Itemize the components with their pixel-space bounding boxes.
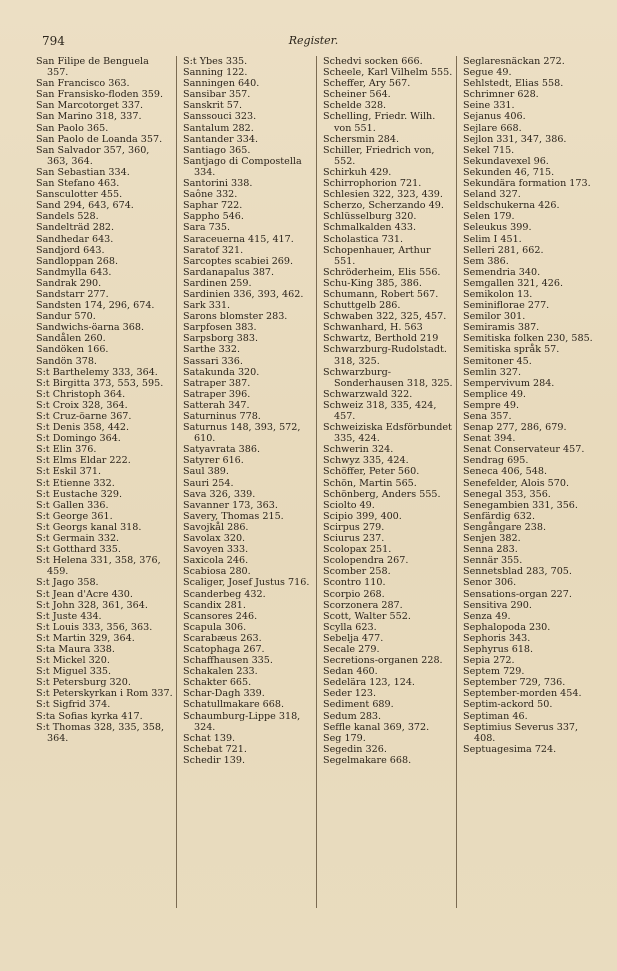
index-entry: Senegambien 331, 356. bbox=[463, 499, 578, 511]
index-entry: Sandwichs-öarna 368. bbox=[36, 322, 144, 334]
index-entry: Scansores 246. bbox=[183, 610, 258, 622]
index-entry: S:t Peterskyrkan i Rom 337. bbox=[36, 688, 173, 700]
index-entry: San Marino 318, 337. bbox=[36, 111, 142, 123]
index-entry: Schar-Dagh 339. bbox=[183, 688, 265, 700]
index-entry: San Paolo 365. bbox=[36, 122, 109, 134]
index-entry: Satterah 347. bbox=[183, 399, 250, 411]
index-entry: Schrimner 628. bbox=[463, 89, 539, 101]
index-entry: Sedan 460. bbox=[323, 666, 378, 678]
index-entry: Schakalen 233. bbox=[183, 666, 258, 678]
index-entry: Sephyrus 618. bbox=[463, 643, 534, 655]
index-entry: S:t Georgs kanal 318. bbox=[36, 521, 142, 533]
index-entry: S:t Petersburg 320. bbox=[36, 677, 131, 689]
index-entry: Semplice 49. bbox=[463, 388, 526, 400]
index-entry: Segedin 326. bbox=[323, 743, 387, 755]
index-entry: Schweiziska Edsförbundet 335, 424. bbox=[323, 422, 452, 445]
index-entry: Scatophaga 267. bbox=[183, 643, 265, 655]
index-entry: Sejlon 331, 347, 386. bbox=[463, 133, 567, 145]
index-entry: S:t Elin 376. bbox=[36, 444, 97, 456]
index-entry: Sanssouci 323. bbox=[183, 111, 257, 123]
index-entry: Scholastica 731. bbox=[323, 233, 404, 245]
index-entry: Schöffer, Peter 560. bbox=[323, 466, 420, 478]
page-header bbox=[30, 34, 597, 52]
index-entry: Senjen 382. bbox=[463, 533, 521, 545]
index-entry: Santalum 282. bbox=[183, 122, 254, 134]
index-entry: Schweiz 318, 335, 424, 457. bbox=[323, 399, 437, 422]
index-entry: Saturninus 778. bbox=[183, 411, 261, 422]
index-entry: Schedir 139. bbox=[183, 754, 246, 766]
index-entry: Scanderbeg 432. bbox=[183, 588, 266, 600]
index-entry: Sciurus 237. bbox=[323, 533, 385, 545]
index-entry: Schuttgelb 286. bbox=[323, 300, 401, 312]
index-entry: Senor 306. bbox=[463, 577, 517, 589]
index-entry: S:t John 328, 361, 364. bbox=[36, 599, 148, 611]
index-entry: Semendria 340. bbox=[463, 266, 541, 278]
index-entry: Seg 179. bbox=[323, 732, 366, 744]
index-entry: Segelmakare 668. bbox=[323, 754, 412, 766]
index-column-2 bbox=[176, 56, 316, 908]
index-entry: Secretions-organen 228. bbox=[323, 655, 443, 667]
index-entry: Scolopax 251. bbox=[323, 544, 392, 556]
index-entry: Sekundavexel 96. bbox=[463, 155, 549, 167]
index-entry: S:t Elms Eldar 222. bbox=[36, 455, 131, 467]
index-entry: Saône 332. bbox=[183, 189, 238, 201]
index-entry: Santorini 338. bbox=[183, 178, 253, 190]
index-entry: S:t Helena 331, 358, 376, 459. bbox=[36, 555, 161, 578]
index-entry: Santiago 365. bbox=[183, 144, 251, 156]
index-entry: S:t Germain 332. bbox=[36, 533, 120, 545]
index-entry: San Salvador 357, 360, 363, 364. bbox=[36, 144, 150, 167]
index-entry: Sedelära 123, 124. bbox=[323, 677, 415, 689]
index-entry: Sandstarr 277. bbox=[36, 288, 109, 300]
index-entry: Sedum 283. bbox=[323, 710, 382, 722]
index-entry: Schopenhauer, Arthur 551. bbox=[323, 244, 431, 267]
index-entry: Senap 277, 286, 679. bbox=[463, 422, 567, 434]
index-entry: Senegal 353, 356. bbox=[463, 488, 551, 500]
index-entry: Senat Conservateur 457. bbox=[463, 444, 585, 456]
index-entry: San Sebastian 334. bbox=[36, 166, 130, 178]
index-entry: Semilor 301. bbox=[463, 311, 526, 323]
index-entry: Schelde 328. bbox=[323, 100, 387, 112]
index-entry: Schön, Martin 565. bbox=[323, 477, 417, 489]
index-entry: Scheele, Karl Vilhelm 555. bbox=[323, 67, 453, 79]
index-entry: Schröderheim, Elis 556. bbox=[323, 266, 441, 278]
index-entry: Schatullmakare 668. bbox=[183, 699, 285, 711]
index-entry: Sediment 689. bbox=[323, 699, 394, 711]
index-entry: Schirrophorion 721. bbox=[323, 178, 422, 190]
index-entry: Sena 357. bbox=[463, 411, 512, 422]
index-entry: Secale 279. bbox=[323, 643, 380, 655]
index-entry: S:t George 361. bbox=[36, 510, 113, 522]
index-entry: Schönberg, Anders 555. bbox=[323, 488, 441, 500]
index-entry: Schu-King 385, 386. bbox=[323, 277, 422, 289]
index-entry: San Paolo de Loanda 357. bbox=[36, 133, 163, 145]
index-entry: S:t Mickel 320. bbox=[36, 655, 110, 667]
index-entry: San Fransisko-floden 359. bbox=[36, 89, 163, 101]
index-entry: Schelling, Friedr. Wilh. von 551. bbox=[323, 111, 436, 134]
index-entry: S:t Miguel 335. bbox=[36, 666, 112, 678]
index-entry: S:t Louis 333, 356, 363. bbox=[36, 621, 153, 633]
index-entry: Scontro 110. bbox=[323, 577, 386, 589]
index-entry: Schedvi socken 666. bbox=[323, 56, 423, 67]
index-entry: Scapula 306. bbox=[183, 621, 247, 633]
index-entry: Semiramis 387. bbox=[463, 322, 540, 334]
index-entry: Semlin 327. bbox=[463, 366, 522, 378]
index-entry: Sauri 254. bbox=[183, 477, 234, 489]
index-entry: S:t Thomas 328, 335, 358, 364. bbox=[36, 721, 165, 744]
index-entry: S:ta Maura 338. bbox=[36, 643, 115, 655]
index-entry: Selleri 281, 662. bbox=[463, 244, 544, 256]
index-entry: Schlesien 322, 323, 439. bbox=[323, 189, 443, 201]
index-entry: September-morden 454. bbox=[463, 688, 582, 700]
index-entry: Sandels 528. bbox=[36, 211, 99, 223]
index-entry: S:t Barthelemy 333, 364. bbox=[36, 366, 158, 378]
index-entry: Sephalopoda 230. bbox=[463, 621, 551, 633]
index-entry: S:t Gallen 336. bbox=[36, 499, 109, 511]
index-entry: S:t Etienne 332. bbox=[36, 477, 115, 489]
index-entry: Septuagesima 724. bbox=[463, 743, 557, 755]
index-entry: Schlüsselburg 320. bbox=[323, 211, 417, 223]
index-entry: Satyrer 616. bbox=[183, 455, 244, 467]
index-entry: Schmalkalden 433. bbox=[323, 222, 417, 234]
index-entry: Sava 326, 339. bbox=[183, 488, 256, 500]
index-entry: San Filipe de Benguela 357. bbox=[36, 56, 149, 79]
index-entry: Schwanhard, H. 563 bbox=[323, 322, 423, 334]
index-entry: S:t Sigfrid 374. bbox=[36, 699, 111, 711]
index-entry: San Francisco 363. bbox=[36, 78, 130, 90]
index-entry: Semitiska språk 57. bbox=[463, 344, 560, 356]
index-entry: Scaliger, Josef Justus 716. bbox=[183, 577, 310, 589]
index-entry: Schumann, Robert 567. bbox=[323, 288, 439, 300]
index-entry: Sciolto 49. bbox=[323, 499, 375, 511]
index-entry: Scorzonera 287. bbox=[323, 599, 403, 611]
index-entry: Saraceuerna 415, 417. bbox=[183, 233, 294, 245]
index-entry: Semgallen 321, 426. bbox=[463, 277, 564, 289]
index-entry: Schaffhausen 335. bbox=[183, 655, 273, 667]
index-entry: Scandix 281. bbox=[183, 599, 246, 611]
index-entry: Seder 123. bbox=[323, 688, 377, 700]
index-entry: Scabiosa 280. bbox=[183, 566, 251, 578]
index-entry: Sekel 715. bbox=[463, 144, 515, 156]
index-entry: Sandrak 290. bbox=[36, 277, 102, 289]
index-entry: Seland 327. bbox=[463, 189, 521, 201]
index-entry: Sandur 570. bbox=[36, 311, 96, 323]
index-entry: Schwarzwald 322. bbox=[323, 388, 413, 400]
index-column-4 bbox=[456, 56, 596, 908]
index-entry: S:ta Sofias kyrka 417. bbox=[36, 710, 143, 722]
index-entry: Sepia 272. bbox=[463, 655, 515, 667]
index-entry: Saphar 722. bbox=[183, 200, 243, 212]
index-entry: Schiller, Friedrich von, 552. bbox=[323, 144, 435, 167]
index-entry: Schat 139. bbox=[183, 732, 236, 744]
index-entry: Sandöken 166. bbox=[36, 344, 109, 356]
index-entry: Saturnus 148, 393, 572, 610. bbox=[183, 422, 301, 445]
index-entry: Sanskrit 57. bbox=[183, 100, 243, 112]
index-entry: Seminiflorae 277. bbox=[463, 300, 550, 312]
index-entry: Sassari 336. bbox=[183, 355, 243, 367]
index-entry: Sebelja 477. bbox=[323, 632, 384, 644]
index-entry: Sem 386. bbox=[463, 255, 509, 267]
index-entry: Senza 49. bbox=[463, 610, 511, 622]
index-entry: Seldschukerna 426. bbox=[463, 200, 560, 212]
index-entry: Sandsten 174, 296, 674. bbox=[36, 300, 155, 312]
index-entry: Senna 283. bbox=[463, 544, 518, 556]
index-entry: Sandhedar 643. bbox=[36, 233, 114, 245]
index-entry: S:t Ybes 335. bbox=[183, 56, 248, 67]
index-entry: Schwerin 324. bbox=[323, 444, 394, 456]
index-entry: Santander 334. bbox=[183, 133, 259, 145]
index-entry: Semitoner 45. bbox=[463, 355, 532, 367]
index-entry: Satraper 387. bbox=[183, 377, 251, 389]
index-column-3 bbox=[316, 56, 456, 908]
index-entry: Sarpsborg 383. bbox=[183, 333, 258, 345]
index-entry: Sempervivum 284. bbox=[463, 377, 555, 389]
index-entry: S:t Martin 329, 364. bbox=[36, 632, 135, 644]
index-entry: S:t Jago 358. bbox=[36, 577, 99, 589]
index-entry: S:t Christoph 364. bbox=[36, 388, 126, 400]
index-entry: Seffle kanal 369, 372. bbox=[323, 721, 430, 733]
index-entry: Sempre 49. bbox=[463, 399, 520, 411]
index-entry: Sejlare 668. bbox=[463, 122, 522, 134]
index-entry: Sejanus 406. bbox=[463, 111, 526, 123]
index-entry: Schebat 721. bbox=[183, 743, 247, 755]
index-entry: Satakunda 320. bbox=[183, 366, 260, 378]
index-entry: Santjago di Compostella 334. bbox=[183, 155, 302, 178]
index-entry: Schaumburg-Lippe 318, 324. bbox=[183, 710, 301, 733]
index-entry: Scheffer, Ary 567. bbox=[323, 78, 411, 90]
index-entry: Scylla 623. bbox=[323, 621, 377, 633]
index-entry: Schwartz, Berthold 219 bbox=[323, 333, 439, 345]
index-entry: Schakter 665. bbox=[183, 677, 252, 689]
index-entry: Schwyz 335, 424. bbox=[323, 455, 409, 467]
index-entry: S:t Denis 358, 442. bbox=[36, 422, 130, 434]
index-entry: Sarpfosen 383. bbox=[183, 322, 257, 334]
index-entry: Sarcoptes scabiei 269. bbox=[183, 255, 294, 267]
index-entry: Sengångare 238. bbox=[463, 521, 547, 533]
index-entry: Scherzo, Scherzando 49. bbox=[323, 200, 444, 212]
index-entry: Semitiska folken 230, 585. bbox=[463, 333, 593, 345]
index-entry: Sappho 546. bbox=[183, 211, 244, 223]
index-entry: Saratof 321. bbox=[183, 244, 244, 256]
index-entry: Sandön 378. bbox=[36, 355, 97, 367]
index-entry: Senfärdig 632. bbox=[463, 510, 536, 522]
index-entry: Sandålen 260. bbox=[36, 333, 106, 345]
index-entry: Sensations-organ 227. bbox=[463, 588, 572, 600]
index-entry: Satraper 396. bbox=[183, 388, 251, 400]
index-entry: Seleukus 399. bbox=[463, 222, 532, 234]
index-entry: Sekunden 46, 715. bbox=[463, 166, 555, 178]
page-number: 794 bbox=[42, 34, 65, 48]
index-entry: Sandmylla 643. bbox=[36, 266, 112, 278]
index-entry: San Marcotorget 337. bbox=[36, 100, 144, 112]
index-entry: Sarthe 332. bbox=[183, 344, 241, 356]
index-entry: S:t Domingo 364. bbox=[36, 433, 121, 445]
index-entry: Sark 331. bbox=[183, 300, 231, 312]
index-entry: Septem 729. bbox=[463, 666, 525, 678]
index-entry: Scorpio 268. bbox=[323, 588, 385, 600]
index-entry: S:t Juste 434. bbox=[36, 610, 102, 622]
index-entry: Sandelträd 282. bbox=[36, 222, 115, 234]
index-entry: Sarons blomster 283. bbox=[183, 311, 288, 323]
index-entry: Sand 294, 643, 674. bbox=[36, 200, 134, 212]
index-entry: Seneca 406, 548. bbox=[463, 466, 548, 478]
index-entry: Scipio 399, 400. bbox=[323, 510, 402, 522]
index-entry: Seglaresnäckan 272. bbox=[463, 56, 565, 67]
index-entry: San Stefano 463. bbox=[36, 178, 120, 190]
index-entry: Seine 331. bbox=[463, 100, 515, 112]
index-entry: September 729, 736. bbox=[463, 677, 566, 689]
index-entry: Schwaben 322, 325, 457. bbox=[323, 311, 447, 323]
index-entry: Scheiner 564. bbox=[323, 89, 391, 101]
index-entry: S:t Eskil 371. bbox=[36, 466, 101, 478]
index-entry: Senat 394. bbox=[463, 433, 516, 445]
index-entry: Schwarzburg-Sonderhausen 318, 325. bbox=[323, 366, 453, 389]
index-entry: Sendrag 695. bbox=[463, 455, 529, 467]
index-entry: Savery, Thomas 215. bbox=[183, 510, 284, 522]
index-entry: Sardanapalus 387. bbox=[183, 266, 275, 278]
index-entry: Sanning 122. bbox=[183, 67, 248, 79]
running-title: Register. bbox=[288, 34, 339, 47]
index-entry: Sardinen 259. bbox=[183, 277, 252, 289]
index-entry: Saul 389. bbox=[183, 466, 229, 478]
index-entry: S:t Cruz-öarne 367. bbox=[36, 411, 132, 422]
index-entry: S:t Croix 328, 364. bbox=[36, 399, 128, 411]
index-columns bbox=[36, 56, 596, 908]
index-entry: Scott, Walter 552. bbox=[323, 610, 411, 622]
index-entry: Savolax 320. bbox=[183, 533, 246, 545]
index-entry: Scirpus 279. bbox=[323, 521, 385, 533]
index-entry: Satyavrata 386. bbox=[183, 444, 260, 456]
index-entry: Sennetsblad 283, 705. bbox=[463, 566, 572, 578]
index-entry: Sephoris 343. bbox=[463, 632, 531, 644]
index-entry: Sennär 355. bbox=[463, 555, 523, 567]
index-entry: Septimius Severus 337, 408. bbox=[463, 721, 579, 744]
index-entry: Scolopendra 267. bbox=[323, 555, 409, 567]
index-entry: Sansculotter 455. bbox=[36, 189, 123, 201]
index-column-1 bbox=[36, 56, 176, 908]
index-entry: Sekundära formation 173. bbox=[463, 178, 591, 190]
index-entry: Schwarzburg-Rudolstadt. 318, 325. bbox=[323, 344, 447, 367]
index-entry: Sansibar 357. bbox=[183, 89, 251, 101]
index-entry: Sehlstedt, Elias 558. bbox=[463, 78, 564, 90]
index-entry: S:t Jean d'Acre 430. bbox=[36, 588, 133, 600]
index-entry: Savanner 173, 363. bbox=[183, 499, 278, 511]
index-entry: Sardinien 336, 393, 462. bbox=[183, 288, 304, 300]
index-entry: Sandjord 643. bbox=[36, 244, 105, 256]
index-entry: Schersmin 284. bbox=[323, 133, 400, 145]
index-entry: Senefelder, Alois 570. bbox=[463, 477, 570, 489]
index-entry: Sara 735. bbox=[183, 222, 231, 234]
index-entry: Saxicola 246. bbox=[183, 555, 249, 567]
index-entry: Septim-ackord 50. bbox=[463, 699, 553, 711]
index-entry: Selim I 451. bbox=[463, 233, 522, 245]
index-entry: Segue 49. bbox=[463, 67, 512, 79]
index-entry: Scomber 258. bbox=[323, 566, 391, 578]
index-entry: Semikolon 13. bbox=[463, 288, 533, 300]
index-entry: Sensitiva 290. bbox=[463, 599, 532, 611]
index-entry: Septiman 46. bbox=[463, 710, 528, 722]
index-entry: S:t Gotthard 335. bbox=[36, 544, 121, 556]
index-entry: Sanningen 640. bbox=[183, 78, 260, 90]
index-entry: S:t Birgitta 373, 553, 595. bbox=[36, 377, 164, 389]
index-entry: Sandloppan 268. bbox=[36, 255, 119, 267]
index-entry: Scarabæus 263. bbox=[183, 632, 262, 644]
index-entry: Schirkuh 429. bbox=[323, 166, 392, 178]
index-entry: Savoyen 333. bbox=[183, 544, 249, 556]
index-entry: Selen 179. bbox=[463, 211, 515, 223]
index-entry: S:t Eustache 329. bbox=[36, 488, 123, 500]
index-entry: Savojkål 286. bbox=[183, 521, 249, 533]
